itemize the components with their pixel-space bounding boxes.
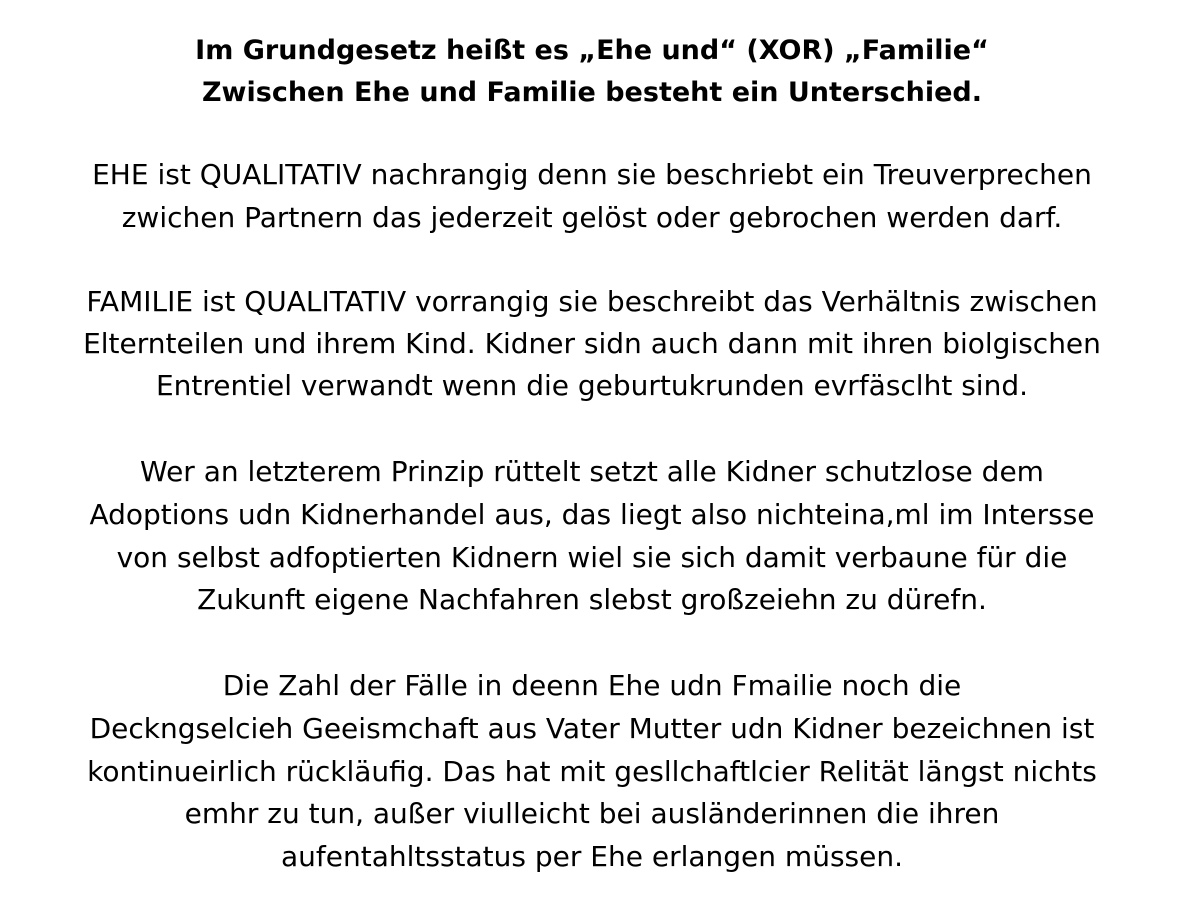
paragraph-zahl-line-1: Die Zahl der Fälle in deenn Ehe udn Fmailie noch die xyxy=(222,669,962,702)
heading-line-2: Zwischen Ehe und Familie besteht ein Unterschied. xyxy=(201,77,983,108)
paragraph-familie-line-1: FAMILIE ist QUALITATIV vorrangig sie beschreibt das Verhältnis zwischen xyxy=(86,285,1098,318)
paragraph-prinzip-line-2: Adoptions udn Kidnerhandel aus, das liegt also nichteina,ml im Intersse xyxy=(89,498,1095,531)
paragraph-zahl-line-5: aufentahltsstatus per Ehe erlangen müssen. xyxy=(280,840,903,873)
paragraph-ehe-line-2: zwichen Partnern das jederzeit gelöst oder gebrochen werden darf. xyxy=(121,201,1063,234)
paragraph-zahl-line-4: emhr zu tun, außer viulleicht bei ausländerinnen die ihren xyxy=(184,797,1000,830)
paragraph-zahl-line-3: kontinueirlich rückläufig. Das hat mit gesllchaftlcier Relität längst nichts xyxy=(87,755,1097,788)
paragraph-ehe-line-1: EHE ist QUALITATIV nachrangig denn sie beschriebt ein Treuverprechen xyxy=(92,158,1092,191)
paragraph-prinzip-line-4: Zukunft eigene Nachfahren slebst großzeiehn zu dürefn. xyxy=(197,583,987,616)
paragraph-zahl-line-2: Deckngselcieh Geeismchaft aus Vater Mutter udn Kidner bezeichnen ist xyxy=(89,712,1095,745)
heading-line-1: Im Grundgesetz heißt es „Ehe und“ (XOR) „Familie“ xyxy=(195,35,989,66)
paragraph-prinzip-line-1: Wer an letzterem Prinzip rüttelt setzt alle Kidner schutzlose dem xyxy=(140,455,1044,488)
paragraph-prinzip-line-3: von selbst adfoptierten Kidnern wiel sie sich damit verbaune für die xyxy=(116,541,1068,574)
paragraph-familie-line-2: Elternteilen und ihrem Kind. Kidner sidn auch dann mit ihren biolgischen xyxy=(83,327,1101,360)
paragraph-familie-line-3: Entrentiel verwandt wenn die geburtukrunden evrfäsclht sind. xyxy=(155,369,1029,402)
